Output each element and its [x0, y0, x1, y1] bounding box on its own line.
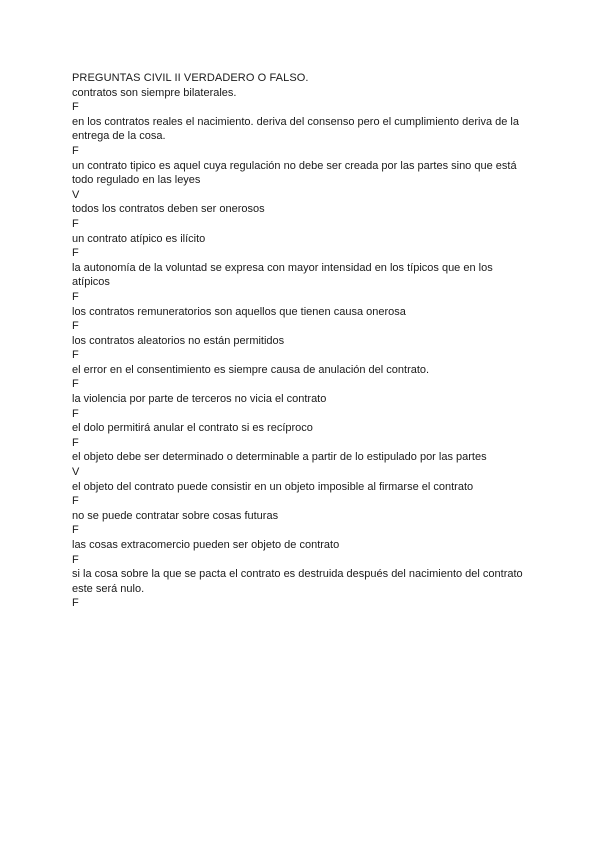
answer-mark: F — [72, 349, 79, 362]
question-text: las cosas extracomercio pueden ser objeto de contrato — [72, 539, 340, 551]
document-page — [72, 71, 532, 611]
answer-mark: F — [72, 101, 79, 114]
question-text: el dolo permitirá anular el contrato si es recíproco — [72, 422, 313, 435]
question-text: el objeto debe ser determinado o determinable a partir de lo estipulado por las partes — [72, 451, 487, 464]
answer-mark: F — [72, 378, 79, 391]
question-text: los contratos aleatorios no están permitidos — [72, 334, 285, 347]
question-text: la autonomía de la voluntad se expresa con mayor intensidad en los típicos que en los atípicos — [72, 261, 493, 289]
question-text: los contratos remuneratorios son aquellos que tienen causa onerosa — [72, 305, 406, 318]
answer-mark: F — [72, 436, 79, 449]
question-text: el error en el consentimiento es siempre causa de anulación del contrato. — [72, 363, 430, 376]
question-text: no se puede contratar sobre cosas futuras — [72, 509, 279, 522]
answer-mark: F — [72, 247, 79, 260]
question-text: todos los contratos deben ser onerosos — [72, 203, 265, 216]
question-text: si la cosa sobre la que se pacta el contrato es destruida después del nacimiento del contrato este será nulo. — [72, 568, 523, 595]
question-text: contratos son siempre bilaterales. — [72, 86, 237, 99]
question-text: un contrato tipico es aquel cuya regulación no debe ser creada por las partes sino que está todo regulado en las leyes — [72, 159, 517, 187]
answer-mark: F — [72, 553, 79, 566]
answer-mark: F — [72, 524, 79, 537]
answer-mark: F — [72, 407, 79, 420]
question-text: en los contratos reales el nacimiento. deriva del consenso pero el cumplimiento deriva de la entrega de la cosa. — [72, 115, 519, 143]
question-text: la violencia por parte de terceros no vicia el contrato — [72, 393, 327, 406]
answer-mark: F — [72, 144, 79, 157]
answer-mark: V — [72, 188, 80, 201]
answer-mark: F — [72, 597, 79, 610]
question-text: un contrato atípico es ilícito — [72, 232, 206, 245]
answer-mark: F — [72, 290, 79, 303]
answer-mark: F — [72, 320, 79, 333]
answer-mark: V — [72, 466, 80, 479]
answer-mark: F — [72, 217, 79, 230]
page-title: PREGUNTAS CIVIL II VERDADERO O FALSO. — [72, 72, 309, 84]
answer-mark: F — [72, 495, 79, 508]
question-text: el objeto del contrato puede consistir en un objeto imposible al firmarse el contrato — [72, 480, 474, 493]
